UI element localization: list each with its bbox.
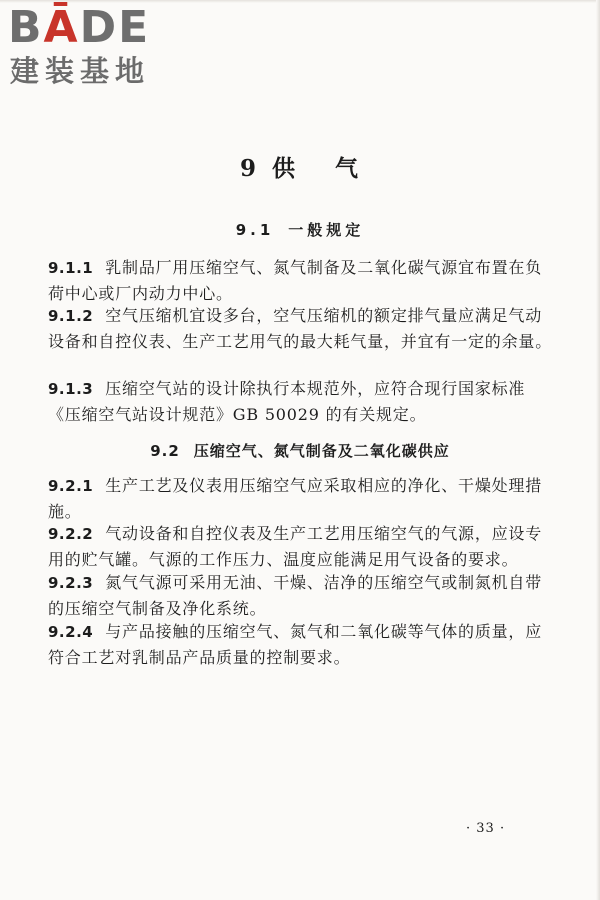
section-heading-9-2 bbox=[0, 440, 600, 461]
clause-number: 9.1.1 bbox=[48, 259, 94, 277]
clause-text: 乳制品厂用压缩空气、氮气制备及二氧化碳气源宜布置在负荷中心或厂内动力中心。 bbox=[48, 258, 543, 303]
section-heading-9-1 bbox=[0, 219, 600, 240]
clause-text: 氮气气源可采用无油、干燥、洁净的压缩空气或制氮机自带的压缩空气制备及净化系统。 bbox=[48, 573, 543, 618]
logo-wordmark bbox=[8, 4, 150, 52]
bade-logo bbox=[8, 4, 183, 88]
clause-9-1-3 bbox=[48, 376, 553, 427]
clause-9-2-4 bbox=[48, 619, 553, 670]
clause-text: 生产工艺及仪表用压缩空气应采取相应的净化、干燥处理措施。 bbox=[48, 476, 543, 521]
clause-text: 与产品接触的压缩空气、氮气和二氧化碳等气体的质量，应符合工艺对乳制品产品质量的控制要求。 bbox=[48, 622, 543, 667]
chapter-number: 9 bbox=[239, 155, 258, 182]
logo-letters-de: DE bbox=[79, 2, 151, 53]
clause-9-1-2 bbox=[48, 303, 553, 354]
logo-chinese-text: 建装基地 bbox=[10, 54, 151, 88]
logo-letter-a: Ā bbox=[43, 2, 80, 53]
clause-text: 压缩空气站的设计除执行本规范外，应符合现行国家标准《压缩空气站设计规范》GB 50029 的有关规定。 bbox=[48, 379, 526, 424]
clause-number: 9.2.1 bbox=[48, 477, 94, 495]
clause-9-2-3 bbox=[48, 570, 553, 621]
section-number: 9.1 bbox=[235, 221, 275, 239]
clause-text: 空气压缩机宜设多台，空气压缩机的额定排气量应满足气动设备和自控仪表、生产工艺用气的最大耗气量，并宜有一定的余量。 bbox=[48, 306, 553, 351]
clause-9-1-1 bbox=[48, 255, 553, 306]
clause-text: 气动设备和自控仪表及生产工艺用压缩空气的气源，应设专用的贮气罐。气源的工作压力、温度应能满足用气设备的要求。 bbox=[48, 524, 543, 569]
clause-number: 9.2.2 bbox=[48, 525, 94, 543]
clause-number: 9.2.4 bbox=[48, 623, 94, 641]
page-number: · 33 · bbox=[466, 821, 506, 836]
section-title-text: 一般规定 bbox=[288, 221, 365, 239]
clause-number: 9.1.2 bbox=[48, 307, 94, 325]
section-title-text: 压缩空气、氮气制备及二氧化碳供应 bbox=[193, 442, 450, 460]
clause-number: 9.2.3 bbox=[48, 574, 94, 592]
clause-number: 9.1.3 bbox=[48, 380, 94, 398]
clause-9-2-2 bbox=[48, 521, 553, 572]
section-number: 9.2 bbox=[150, 442, 180, 460]
logo-letter-b: B bbox=[8, 2, 44, 53]
clause-9-2-1 bbox=[48, 473, 553, 524]
chapter-title-char-2: 气 bbox=[335, 155, 360, 182]
chapter-title-char-1: 供 bbox=[272, 155, 297, 182]
chapter-title bbox=[0, 150, 600, 183]
